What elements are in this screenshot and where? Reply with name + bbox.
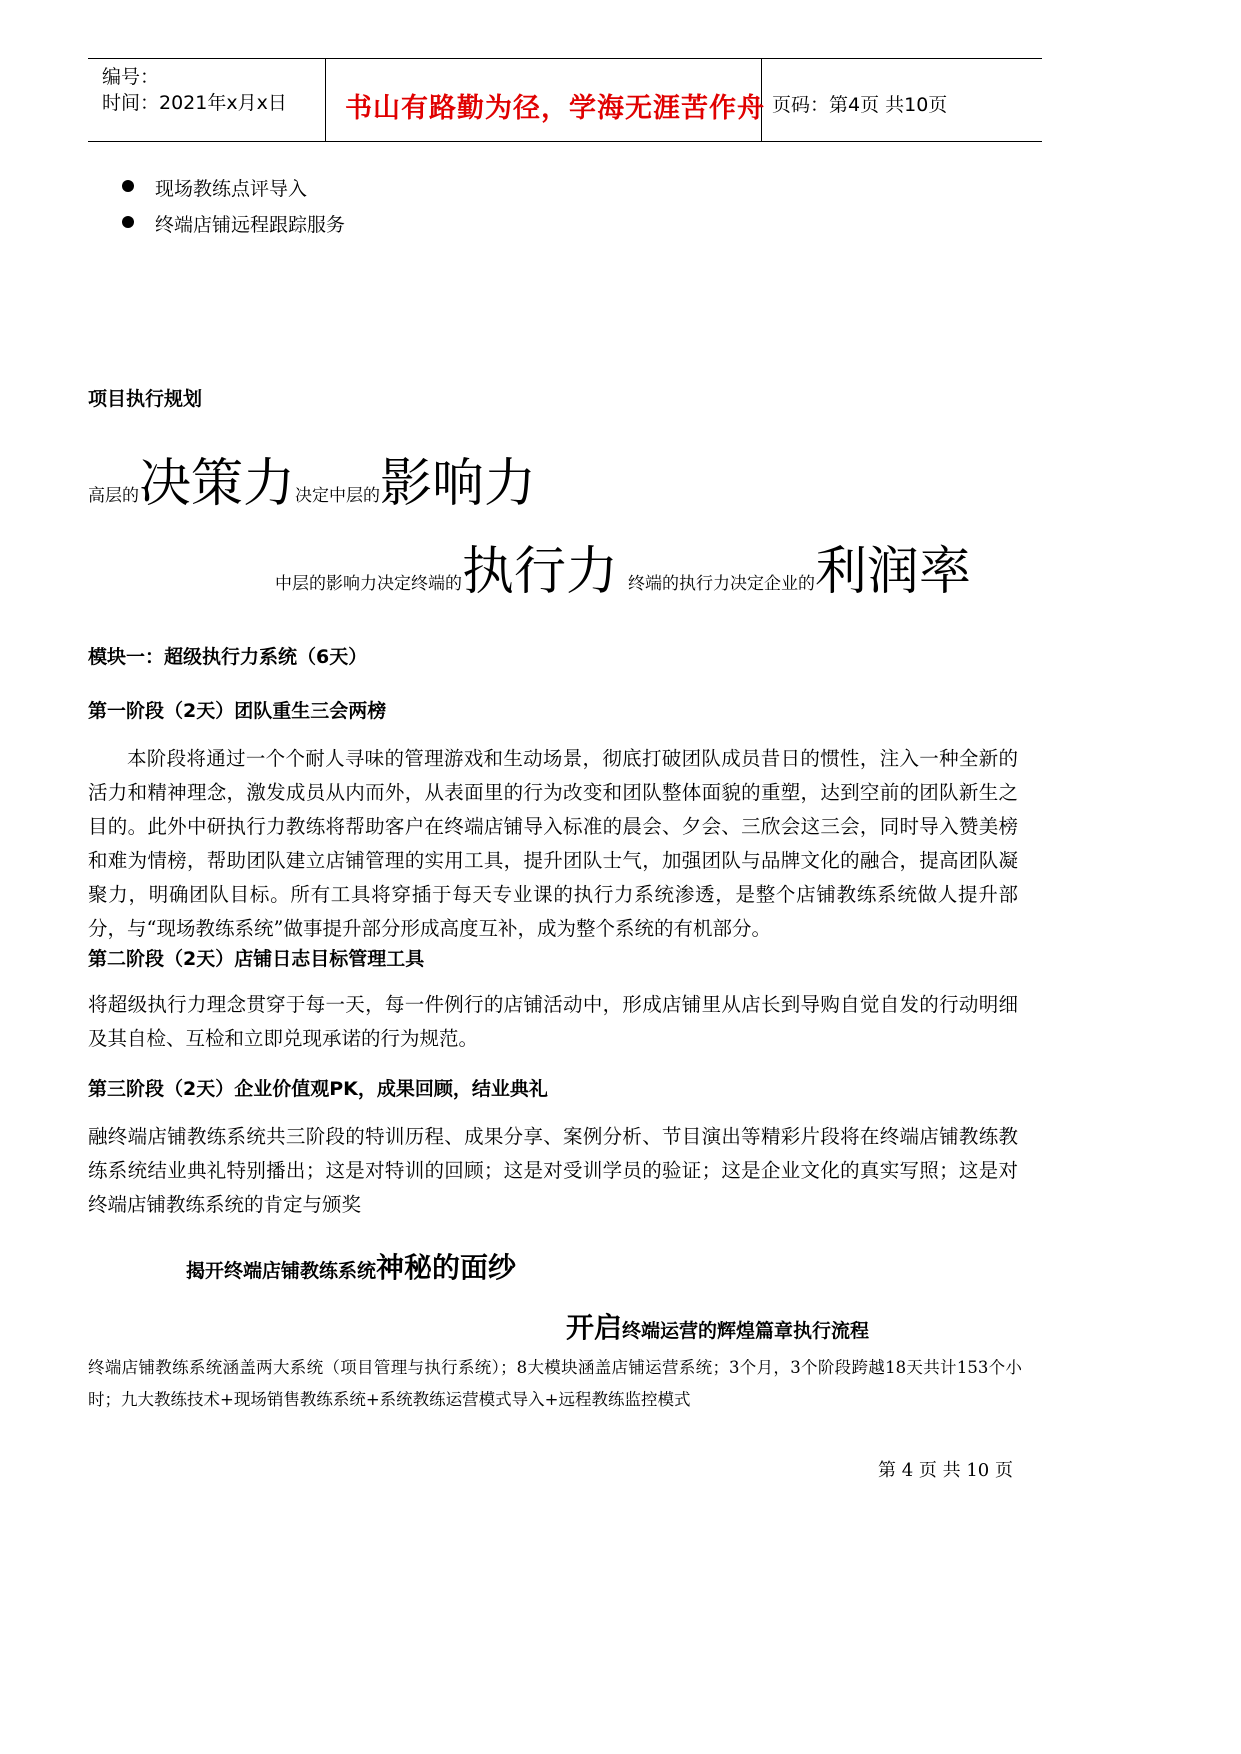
slogan2-bold1: 执行力 — [462, 542, 619, 602]
slogan1-bold1: 决策力 — [139, 454, 296, 514]
bullet-icon — [122, 180, 134, 192]
open-big: 开启 — [566, 1311, 623, 1344]
stage2-text: 将超级执行力理念贯穿于每一天，每一件例行的店铺活动中，形成店铺里从店长到导购自觉自发的行动明细及其自检、互检和立即兑现承诺的行为规范。 — [88, 993, 1018, 1050]
slogan2-part2: 终端的执行力决定企业的 — [628, 574, 816, 594]
header-divider-left — [325, 58, 326, 142]
slogan1-bold2: 影响力 — [380, 454, 537, 514]
stage1-text: 本阶段将通过一个个耐人寻味的管理游戏和生动场景，彻底打破团队成员昔日的惯性，注入一种全新的活力和精神理念，激发成员从内而外，从表面里的行为改变和团队整体面貌的重塑，达到空前的团队新生之目的。此外中研执行力教练将帮助客户在终端店铺导入标准的晨会、夕会、三欣会这三会，同时导入赞美榜和难为情榜，帮助团队建立店铺管理的实用工具，提升团队士气，加强团队与品牌文化的融合，提高团队凝聚力，明确团队目标。所有工具将穿插于每天专业课的执行力系统渗透，是整个店铺教练系统做人提升部分，与“现场教练系统”做事提升部分形成高度互补，成为整个系统的有机部分。 — [88, 747, 1018, 940]
slogan1-part2: 决定中层的 — [295, 486, 381, 506]
header-top-rule — [88, 58, 1042, 59]
reveal-big: 神秘的面纱 — [376, 1251, 517, 1284]
open-small: 终端运营的辉煌篇章执行流程 — [622, 1320, 870, 1342]
bullet-item-1: 现场教练点评导入 — [155, 178, 308, 200]
slogan-line-1 — [88, 452, 536, 528]
reveal-headline — [186, 1246, 516, 1286]
slogan2-bold2: 利润率 — [815, 542, 972, 602]
slogan-line-2 — [275, 540, 971, 616]
stage3-title: 第三阶段（2天）企业价值观PK，成果回顾，结业典礼 — [88, 1078, 548, 1100]
footer-page-number: 第 4 页 共 10 页 — [878, 1460, 1013, 1481]
header-bottom-rule — [88, 141, 1042, 142]
header-time-label: 时间：2021年x月x日 — [102, 92, 287, 114]
open-headline — [566, 1306, 869, 1346]
header-page-label: 页码：第4页 共10页 — [772, 94, 948, 116]
section-title: 项目执行规划 — [88, 388, 203, 410]
reveal-small: 揭开终端店铺教练系统 — [186, 1260, 377, 1282]
bullet-item-2: 终端店铺远程跟踪服务 — [155, 214, 346, 236]
stage1-title: 第一阶段（2天）团队重生三会两榜 — [88, 700, 387, 722]
slogan2-part1: 中层的影响力决定终端的 — [275, 574, 462, 594]
summary-text: 终端店铺教练系统涵盖两大系统（项目管理与执行系统）；8大模块涵盖店铺运营系统；3个月，3个阶段跨越18天共计153个小时；九大教练技术+现场销售教练系统+系统教练运营模式导入+远程教练监控模式 — [88, 1358, 1022, 1409]
module1-title: 模块一：超级执行力系统（6天） — [88, 646, 368, 668]
bullet-icon — [122, 216, 134, 228]
stage3-text: 融终端店铺教练系统共三阶段的特训历程、成果分享、案例分析、节目演出等精彩片段将在终端店铺教练教练系统结业典礼特别播出；这是对特训的回顾；这是对受训学员的验证；这是企业文化的真实写照；这是对终端店铺教练系统的肯定与颁奖 — [88, 1125, 1018, 1216]
header-number-label: 编号： — [102, 66, 160, 88]
stage2-title: 第二阶段（2天）店铺日志目标管理工具 — [88, 948, 425, 970]
slogan1-part1: 高层的 — [88, 486, 139, 506]
header-motto: 书山有路勤为径，学海无涯苦作舟 — [345, 93, 765, 124]
